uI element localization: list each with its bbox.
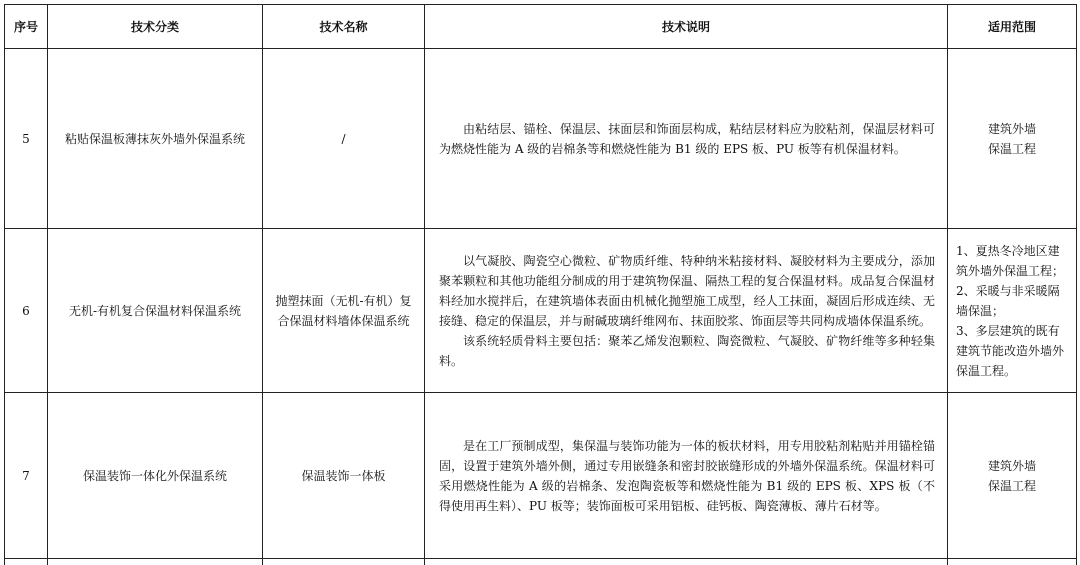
table-row — [5, 229, 1077, 393]
empty-cell — [948, 559, 1077, 565]
tech-description — [425, 49, 948, 229]
scope-line: 3、多层建筑的既有建筑节能改造外墙外保温工程。 — [956, 321, 1070, 381]
scope-line: 保温工程 — [948, 139, 1076, 159]
table-row — [5, 49, 1077, 229]
applicable-scope — [948, 229, 1077, 393]
tech-description — [425, 229, 948, 393]
applicable-scope — [948, 49, 1077, 229]
technology-table — [4, 4, 1077, 565]
description-paragraph: 以气凝胶、陶瓷空心微粒、矿物质纤维、特种纳米粘接材料、凝胶材料为主要成分，添加聚苯颗粒和其他功能组分制成的用于建筑物保温、隔热工程的复合保温材料。成品复合保温材料经加水搅拌后，在建筑墙体表面由机械化抛塑施工成型，经人工抹面，凝固后形成连续、无接缝、稳定的保温层，并与耐碱玻璃纤维网布、抹面胶浆、饰面层等共同构成墙体保温系统。 — [439, 251, 935, 331]
tech-name: 保温装饰一体板 — [263, 393, 425, 559]
header-category: 技术分类 — [48, 5, 263, 49]
applicable-scope — [948, 393, 1077, 559]
header-scope: 适用范围 — [948, 5, 1077, 49]
scope-line: 2、采暖与非采暖隔墙保温； — [956, 281, 1070, 321]
tech-description — [425, 393, 948, 559]
table-row — [5, 393, 1077, 559]
table-row-partial — [5, 559, 1077, 565]
scope-line: 建筑外墙 — [948, 119, 1076, 139]
description-paragraph: 是在工厂预制成型，集保温与装饰功能为一体的板状材料，用专用胶粘剂粘贴并用锚栓锚固，设置于建筑外墙外侧，通过专用嵌缝条和密封胶嵌缝形成的外墙外保温系统。保温材料可采用燃烧性能为 A 级的岩棉条、发泡陶瓷板等和燃烧性能为 B1 级的 EPS 板、XPS 板（不得使用再生料）、PU 板等；装饰面板可采用铝板、硅钙板、陶瓷薄板、薄片石材等。 — [439, 436, 935, 516]
empty-cell — [5, 559, 48, 565]
row-number: 5 — [5, 49, 48, 229]
scope-line: 建筑外墙 — [948, 456, 1076, 476]
empty-cell — [263, 559, 425, 565]
row-number: 6 — [5, 229, 48, 393]
tech-name: / — [263, 49, 425, 229]
description-paragraph: 由粘结层、锚栓、保温层、抹面层和饰面层构成，粘结层材料应为胶粘剂，保温层材料可为燃烧性能为 A 级的岩棉条等和燃烧性能为 B1 级的 EPS 板、PU 板等有机保温材料。 — [439, 119, 935, 159]
empty-cell — [425, 559, 948, 565]
scope-line: 保温工程 — [948, 476, 1076, 496]
row-number: 7 — [5, 393, 48, 559]
tech-category: 保温装饰一体化外保温系统 — [48, 393, 263, 559]
tech-category: 粘贴保温板薄抹灰外墙外保温系统 — [48, 49, 263, 229]
tech-category: 无机-有机复合保温材料保温系统 — [48, 229, 263, 393]
scope-line: 1、夏热冬冷地区建筑外墙外保温工程； — [956, 241, 1070, 281]
tech-name: 抛塑抹面（无机-有机）复合保温材料墙体保温系统 — [263, 229, 425, 393]
empty-cell — [48, 559, 263, 565]
description-paragraph: 该系统轻质骨料主要包括：聚苯乙烯发泡颗粒、陶瓷微粒、气凝胶、矿物纤维等多种轻集料。 — [439, 331, 935, 371]
header-name: 技术名称 — [263, 5, 425, 49]
header-no: 序号 — [5, 5, 48, 49]
header-description: 技术说明 — [425, 5, 948, 49]
table-header-row — [5, 5, 1077, 49]
